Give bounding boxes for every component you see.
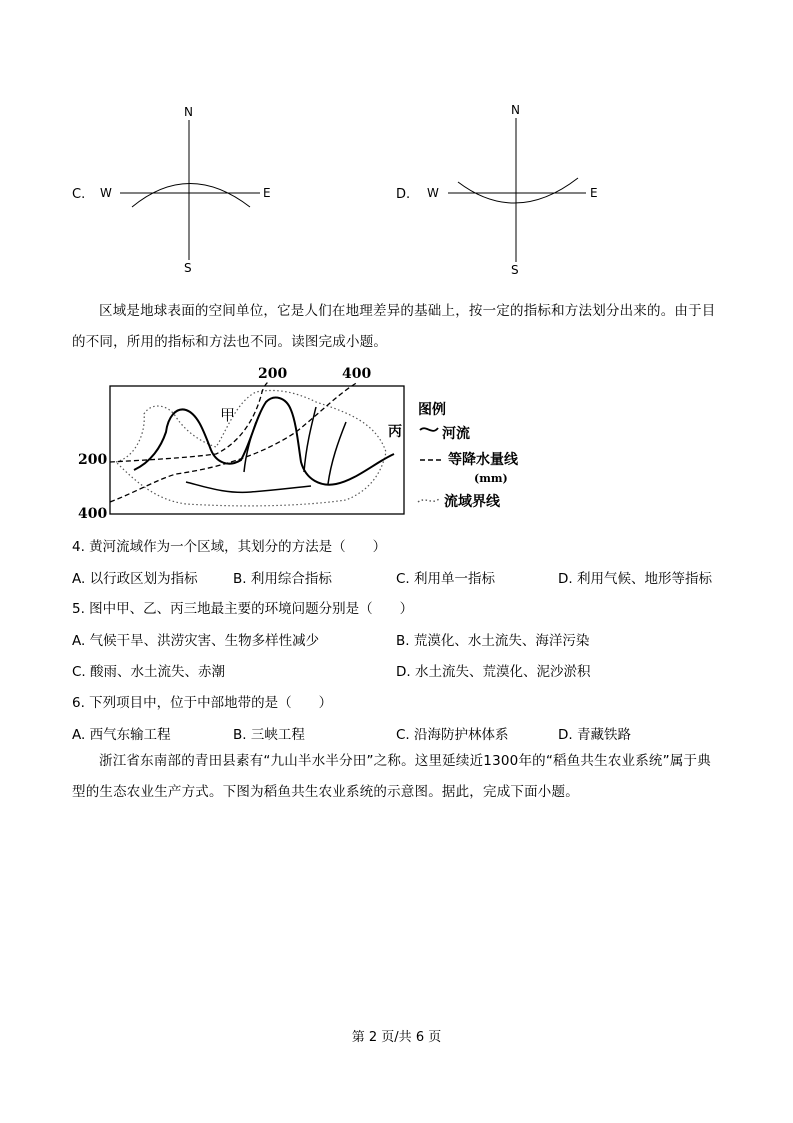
legend-basin-label: 流域界线 bbox=[444, 494, 500, 510]
river-tributary-4 bbox=[328, 422, 346, 484]
question-6-option-d[interactable]: D. 青藏铁路 bbox=[558, 727, 631, 743]
compass-c-e-label: E bbox=[263, 186, 271, 200]
map-label-400-left: 400 bbox=[78, 506, 108, 522]
legend-river-label: 河流 bbox=[442, 426, 470, 442]
compass-c-curve bbox=[132, 184, 250, 208]
compass-d-s-label: S bbox=[511, 263, 519, 276]
compass-d-n-label: N bbox=[511, 103, 520, 117]
legend-river-symbol bbox=[420, 428, 438, 431]
question-6-stem: 6. 下列项目中，位于中部地带的是（ ） bbox=[72, 695, 333, 711]
question-4-option-a[interactable]: A. 以行政区划为指标 bbox=[72, 571, 198, 587]
question-6-option-a[interactable]: A. 西气东输工程 bbox=[72, 727, 171, 743]
question-4-option-c[interactable]: C. 利用单一指标 bbox=[396, 571, 496, 587]
river-tributary-2 bbox=[304, 407, 316, 472]
compass-d-w-label: W bbox=[427, 186, 439, 200]
compass-c-option-label: C. bbox=[72, 187, 86, 202]
question-5-option-b[interactable]: B. 荒漠化、水土流失、海洋污染 bbox=[396, 633, 590, 649]
legend-title: 图例 bbox=[418, 402, 446, 418]
map-label-200-left: 200 bbox=[78, 452, 108, 468]
yellow-river-basin-map bbox=[76, 362, 546, 522]
isohyet-200 bbox=[110, 382, 268, 462]
question-5-option-d[interactable]: D. 水土流失、荒漠化、泥沙淤积 bbox=[396, 664, 591, 680]
compass-c-w-label: W bbox=[100, 186, 112, 200]
question-4-stem: 4. 黄河流域作为一个区域，其划分的方法是（ ） bbox=[72, 539, 387, 555]
map-label-200-top: 200 bbox=[258, 366, 288, 382]
legend-isohyet-label: 等降水量线 bbox=[448, 452, 518, 468]
map-label-jia: 甲 bbox=[220, 406, 236, 424]
river-tributary-3 bbox=[186, 482, 311, 492]
compass-c-n-label: N bbox=[184, 105, 193, 119]
map-label-bing-partial: 丙 bbox=[388, 424, 402, 440]
compass-d-curve bbox=[458, 178, 578, 203]
legend-basin-symbol bbox=[418, 498, 440, 502]
river-tributary-1 bbox=[244, 422, 256, 472]
question-4-option-b[interactable]: B. 利用综合指标 bbox=[233, 571, 332, 587]
closing-paragraph: 浙江省东南部的青田县素有“九山半水半分田”之称。这里延续近1300年的“稻鱼共生农业系统”属于典型的生态农业生产方式。下图为稻鱼共生农业系统的示意图。据此，完成下面小题。 bbox=[72, 753, 711, 800]
intro-paragraph: 区域是地球表面的空间单位，它是人们在地理差异的基础上，按一定的指标和方法划分出来的。由于目的不同，所用的指标和方法也不同。读图完成小题。 bbox=[72, 303, 716, 350]
compass-diagram-c bbox=[92, 100, 352, 280]
map-frame bbox=[110, 386, 404, 514]
compass-c-s-label: S bbox=[184, 261, 192, 275]
question-5-option-c[interactable]: C. 酸雨、水土流失、赤潮 bbox=[72, 664, 226, 680]
compass-d-e-label: E bbox=[590, 186, 598, 200]
map-label-400-top: 400 bbox=[342, 366, 372, 382]
question-5-stem: 5. 图中甲、乙、丙三地最主要的环境问题分别是（ ） bbox=[72, 601, 414, 617]
question-6-option-c[interactable]: C. 沿海防护林体系 bbox=[396, 727, 509, 743]
basin-boundary bbox=[116, 390, 386, 505]
compass-d-option-label: D. bbox=[396, 187, 411, 202]
yellow-river-main bbox=[134, 398, 394, 485]
question-4-option-d[interactable]: D. 利用气候、地形等指标 bbox=[558, 571, 712, 587]
question-6-option-b[interactable]: B. 三峡工程 bbox=[233, 727, 305, 743]
compass-diagram-d bbox=[420, 96, 680, 276]
question-5-option-a[interactable]: A. 气候干旱、洪涝灾害、生物多样性减少 bbox=[72, 633, 320, 649]
legend-unit: (mm) bbox=[474, 472, 508, 485]
page-footer: 第 2 页/共 6 页 bbox=[351, 1030, 442, 1045]
